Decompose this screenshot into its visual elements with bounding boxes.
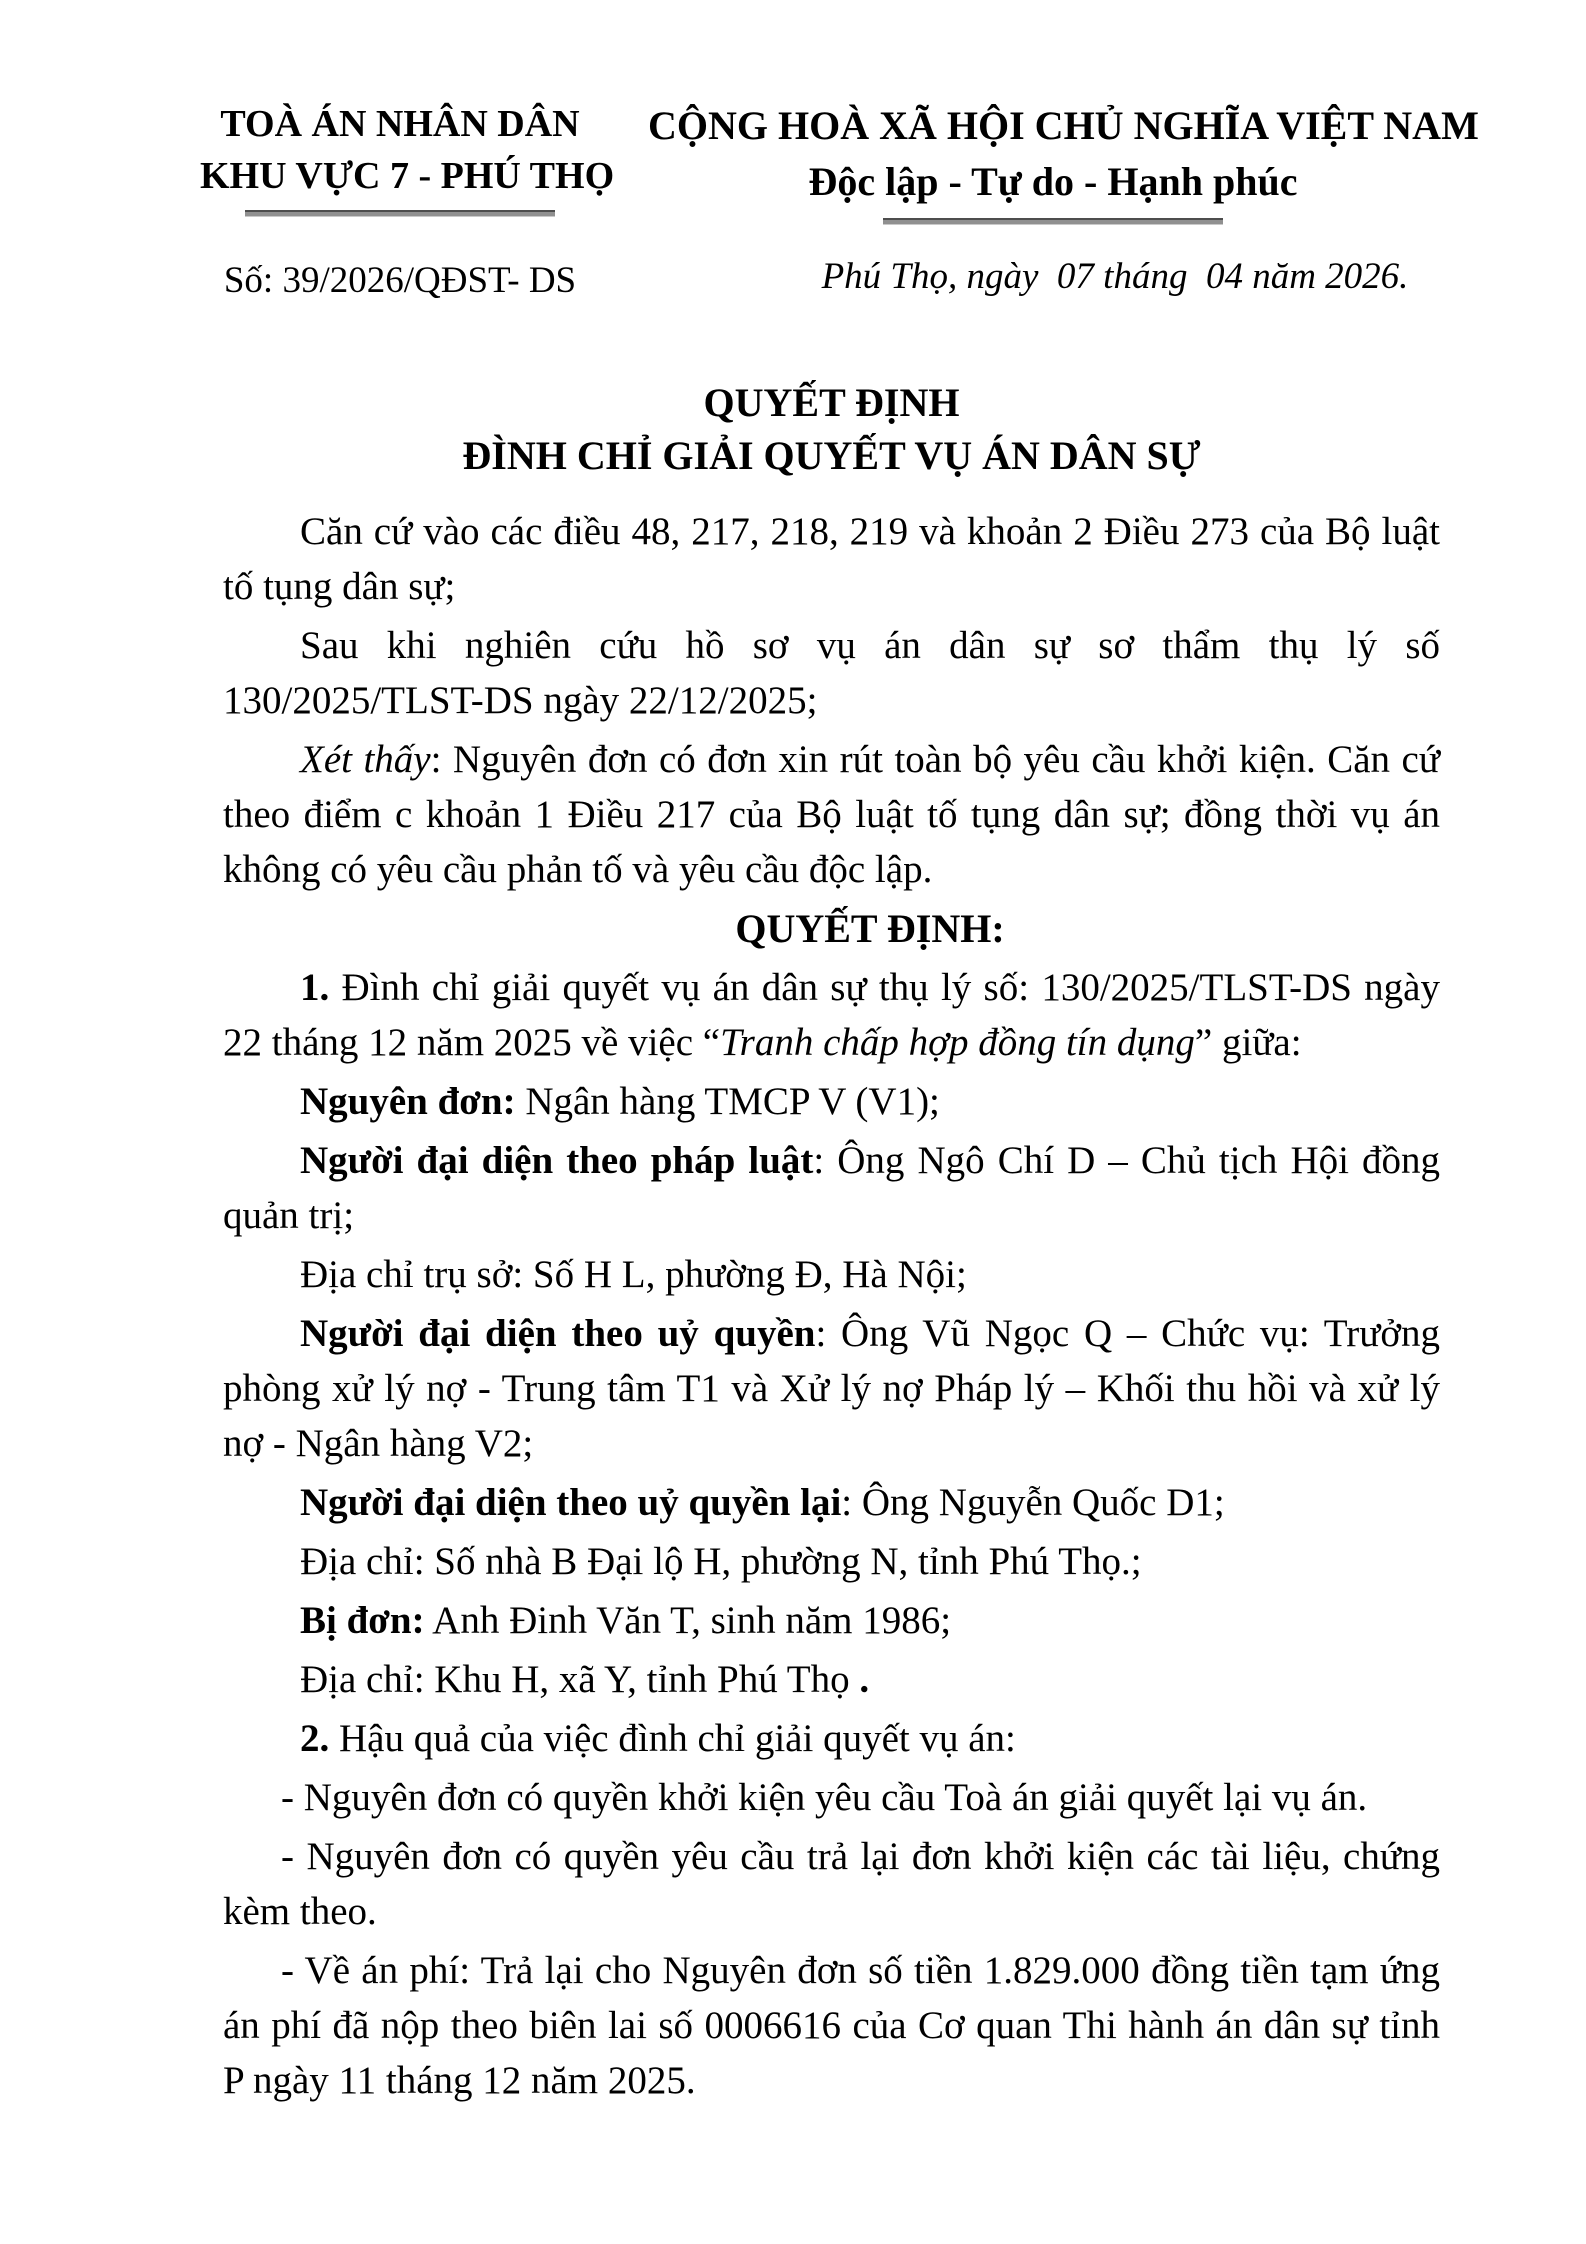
decision-heading: QUYẾT ĐỊNH: <box>735 906 1005 951</box>
document-number: Số: 39/2026/QĐST- DS <box>223 260 577 301</box>
national-motto-line2: Độc lập - Tự do - Hạnh phúc <box>808 159 1298 204</box>
legal-representative-label: Người đại diện theo pháp luật <box>300 1139 814 1182</box>
paragraph-representative-address: Địa chỉ: Số nhà B Đại lộ H, phường N, tỉnh Phú Thọ.; <box>300 1540 1142 1583</box>
findings-lead-italic: Xét thấy <box>300 738 431 781</box>
paragraph-legal-representative <box>223 1133 1440 1243</box>
paragraph-authorized-representative <box>223 1306 1440 1471</box>
defendant-value: Anh Đinh Văn T, sinh năm 1986; <box>424 1599 952 1642</box>
plaintiff-value: Ngân hàng TMCP V (V1); <box>515 1080 940 1123</box>
item1-case-name: Tranh chấp hợp đồng tín dụng <box>720 1021 1195 1064</box>
document-title-line2: ĐÌNH CHỈ GIẢI QUYẾT VỤ ÁN DÂN SỰ <box>462 433 1201 478</box>
paragraph-hq-address: Địa chỉ trụ sở: Số H L, phường Đ, Hà Nội; <box>300 1253 967 1296</box>
document-title-line1: QUYẾT ĐỊNH <box>703 380 960 425</box>
item2-number: 2. <box>300 1717 330 1760</box>
paragraph-consequence-refile-right: - Nguyên đơn có quyền khởi kiện yêu cầu Toà án giải quyết lại vụ án. <box>281 1776 1368 1819</box>
national-motto-line1: CỘNG HOÀ XÃ HỘI CHỦ NGHĨA VIỆT NAM <box>648 103 1479 148</box>
defendant-address-value: Địa chỉ: Khu H, xã Y, tỉnh Phú Thọ <box>300 1658 850 1701</box>
sub-authorized-representative-value: : Ông Nguyễn Quốc D1; <box>841 1481 1225 1524</box>
plaintiff-label: Nguyên đơn: <box>300 1080 516 1123</box>
court-name-line2: KHU VỰC 7 - PHÚ THỌ <box>200 155 615 197</box>
paragraph-defendant-address <box>223 1652 1440 1707</box>
court-name-block <box>200 98 615 302</box>
paragraph-legal-basis: Căn cứ vào các điều 48, 217, 218, 219 và khoản 2 Điều 273 của Bộ luật tố tụng dân sự; <box>223 510 1440 608</box>
document-title <box>223 376 1440 482</box>
paragraph-plaintiff <box>223 1074 1440 1129</box>
paragraph-item2 <box>223 1711 1440 1766</box>
paragraph-consequence-court-fee-refund: - Về án phí: Trả lại cho Nguyên đơn số tiền 1.829.000 đồng tiền tạm ứng án phí đã nộp theo biên lai số 0006616 của Cơ quan Thi hành án dân sự tỉnh P ngày 11 tháng 12 năm 2025. <box>223 1949 1440 2102</box>
court-name-line1: TOÀ ÁN NHÂN DÂN <box>220 103 580 145</box>
sub-authorized-representative-label: Người đại diện theo uỷ quyền lại <box>300 1481 842 1524</box>
item1-text-after-case-name: ” giữa: <box>1194 1021 1302 1064</box>
item1-text-before-case-name: Đình chỉ giải quyết vụ án dân sự thụ lý số: 130/2025/TLST-DS ngày 22 tháng 12 năm 2025 về việc “ <box>223 966 1440 1064</box>
paragraph-defendant <box>223 1593 1440 1648</box>
paragraph-consequence-return-documents: - Nguyên đơn có quyền yêu cầu trả lại đơn khởi kiện các tài liệu, chứng kèm theo. <box>223 1835 1440 1933</box>
national-motto-underline <box>883 218 1223 225</box>
legal-representative-value: : Ông Ngô Chí D – Chủ tịch Hội đồng quản trị; <box>223 1139 1440 1237</box>
defendant-label: Bị đơn: <box>300 1599 425 1642</box>
item2-text: Hậu quả của việc đình chỉ giải quyết vụ án: <box>329 1717 1016 1760</box>
authorized-representative-value: : Ông Vũ Ngọc Q – Chức vụ: Trưởng phòng xử lý nợ - Trung tâm T1 và Xử lý nợ Pháp lý – Khối thu hồi và xử lý nợ - Ngân hàng V2; <box>223 1312 1440 1465</box>
paragraph-case-review: Sau khi nghiên cứu hồ sơ vụ án dân sự sơ thẩm thụ lý số 130/2025/TLST-DS ngày 22/12/2025; <box>223 624 1440 722</box>
item1-number: 1. <box>300 966 330 1009</box>
findings-rest: : Nguyên đơn có đơn xin rút toàn bộ yêu cầu khởi kiện. Căn cứ theo điểm c khoản 1 Điều 217 của Bộ luật tố tụng dân sự; đồng thời vụ án không có yêu cầu phản tố và yêu cầu độc lập. <box>223 738 1440 891</box>
document-body <box>223 504 1440 2108</box>
defendant-address-period: . <box>849 1658 870 1701</box>
national-motto-block <box>648 98 1479 298</box>
court-name-underline <box>245 210 555 217</box>
paragraph-findings <box>223 732 1440 897</box>
authorized-representative-label: Người đại diện theo uỷ quyền <box>300 1312 816 1355</box>
paragraph-item1 <box>223 960 1440 1070</box>
document-header <box>0 0 1586 330</box>
paragraph-sub-authorized-representative <box>223 1475 1440 1530</box>
place-date-line: Phú Thọ, ngày 07 tháng 04 năm 2026. <box>821 256 1409 297</box>
